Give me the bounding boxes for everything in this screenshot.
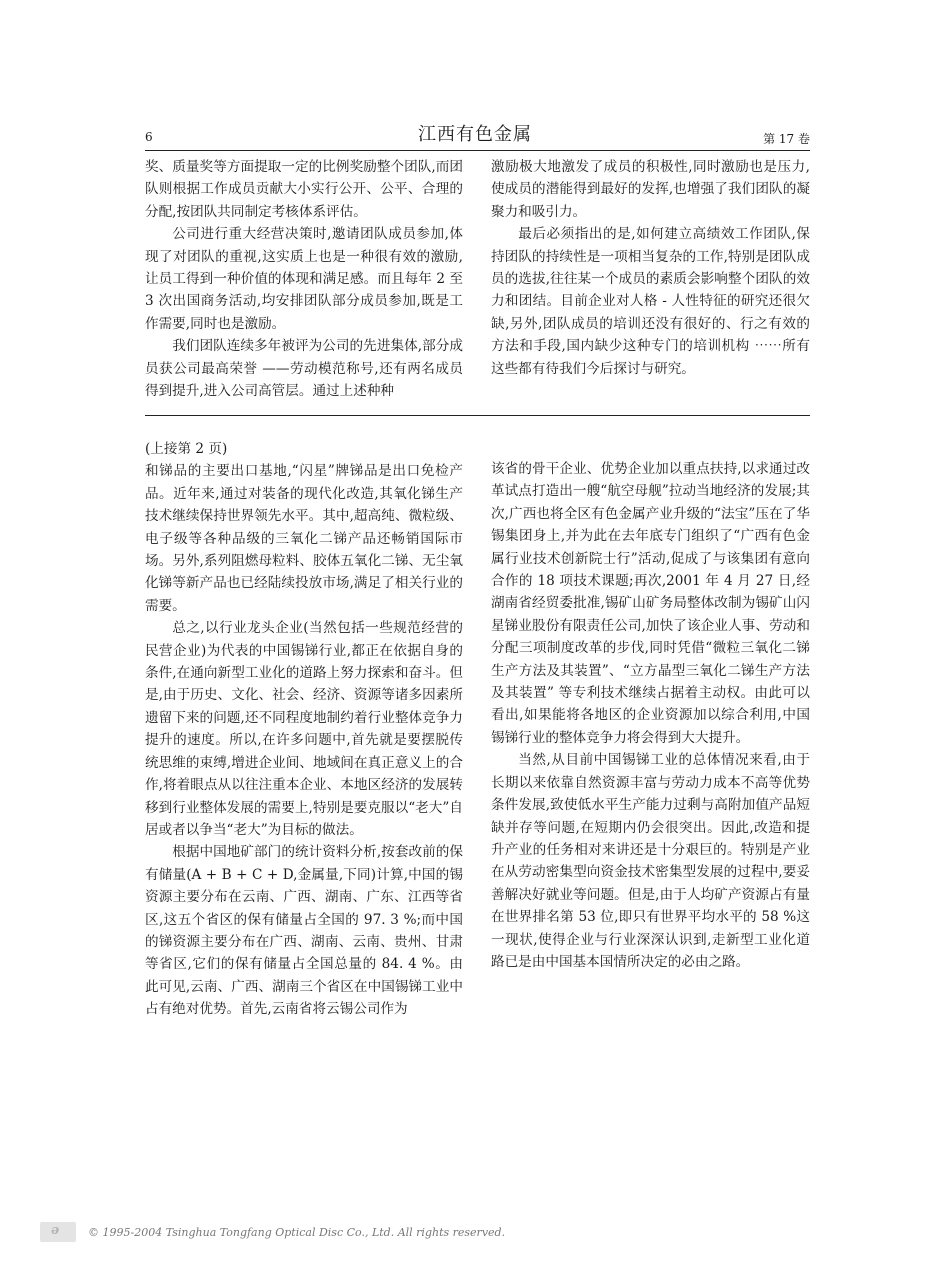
paragraph: 公司进行重大经营决策时,邀请团队成员参加,体现了对团队的重视,这实质上也是一种很有效的激励,让员工得到一种价值的体现和满足感。而且每年 2 至 3 次出国商务活动,均安排团队部分成员参加,既是工作需要,同时也是激励。 <box>145 226 463 332</box>
paragraph: 我们团队连续多年被评为公司的先进集体,部分成员获公司最高荣誉 ——劳动模范称号,还有两名成员得到提升,进入公司高管层。通过上述种种 <box>145 338 463 400</box>
paragraph: 总之,以行业龙头企业(当然包括一些规范经营的民营企业)为代表的中国锡锑行业,都正在依据自身的条件,在通向新型工业化的道路上努力探索和奋斗。但是,由于历史、文化、社会、经济、资源等诸多因素所遗留下来的问题,还不同程度地制约着行业整体竞争力提升的速度。所以,在许多问题中,首先就是要摆脱传统思维的束缚,增进企业间、地域间在真正意义上的合作,将着眼点从以往注重本企业、本地区经济的发展转移到行业整体发展的需要上,特别是要克服以“老大”自居或者以争当“老大”为目标的做法。 <box>145 620 463 838</box>
section-divider <box>145 415 810 416</box>
paragraph: 激励极大地激发了成员的积极性,同时激励也是压力,使成员的潜能得到最好的发挥,也增强了我们团队的凝聚力和吸引力。 <box>491 159 810 220</box>
paragraph: 最后必须指出的是,如何建立高绩效工作团队,保持团队的持续性是一项相当复杂的工作,特别是团队成员的选拔,往往某一个成员的素质会影响整个团队的效力和团结。目前企业对人格 - 人性特征的研究还很欠缺,另外,团队成员的培训还没有很好的、行之有效的方法和手段,国内缺少这种专门的培训机构 ⋯⋯所有这些都有待我们今后探讨与研究。 <box>491 226 810 377</box>
copyright-notice: © 1995-2004 Tsinghua Tongfang Optical Disc Co., Ltd. All rights reserved. <box>88 1226 506 1239</box>
publisher-logo: ə <box>40 1222 76 1242</box>
volume-label: 第 17 卷 <box>763 132 810 146</box>
paragraph: 根据中国地矿部门的统计资料分析,按套改前的保有储量(A + B + C + D,金属量,下同)计算,中国的锡资源主要分布在云南、广西、湖南、广东、江西等省区,这五个省区的保有储量占全国的 97. 3 %;而中国的锑资源主要分布在广西、湖南、云南、贵州、甘肃等省区,它们的保有储量占全国总量的 84. 4 %。由此可见,云南、广西、湖南三个省区在中国锡锑工业中占有绝对优势。首先,云南省将云锡公司作为 <box>145 844 463 1018</box>
paragraph: 该省的骨干企业、优势企业加以重点扶持,以求通过改革试点打造出一艘“航空母舰”拉动当地经济的发展;其次,广西也将全区有色金属产业升级的“法宝”压在了华锡集团身上,并为此在去年底专门组织了“广西有色金属行业技术创新院士行”活动,促成了与该集团有意向合作的 18 项技术课题;再次,2001 年 4 月 27 日,经湖南省经贸委批准,锡矿山矿务局整体改制为锡矿山闪星锑业股份有限责任公司,加快了该企业人事、劳动和分配三项制度改革的步伐,同时凭借“微粒三氧化二锑生产方法及其装置”、“立方晶型三氧化二锑生产方法及其装置” 等专利技术继续占据着主动权。由此可以看出,如果能将各地区的企业资源加以综合利用,中国锡锑行业的整体竞争力将会得到大大提升。 <box>491 461 810 746</box>
bottom-right-column <box>491 458 810 973</box>
bottom-left-column <box>145 438 463 1021</box>
continued-from-label: (上接第 2 页) <box>145 441 228 457</box>
paragraph: 和锑品的主要出口基地,“闪星”牌锑品是出口免检产品。近年来,通过对装备的现代化改造,其氧化锑生产技术继续保持世界领先水平。其中,超高纯、微粒级、电子级等各种品级的三氧化二锑产品还畅销国际市场。另外,系列阻燃母粒料、胶体五氧化二锑、无尘氧化锑等新产品也已经陆续投放市场,满足了相关行业的需要。 <box>145 463 463 614</box>
page-number: 6 <box>145 130 153 144</box>
paragraph: 奖、质量奖等方面提取一定的比例奖励整个团队,而团队则根据工作成员贡献大小实行公开、公平、合理的分配,按团队共同制定考核体系评估。 <box>145 159 463 220</box>
journal-title: 江西有色金属 <box>418 124 532 145</box>
paragraph: 当然,从目前中国锡锑工业的总体情况来看,由于长期以来依靠自然资源丰富与劳动力成本不高等优势条件发展,致使低水平生产能力过剩与高附加值产品短缺并存等问题,在短期内仍会很突出。因此,改造和提升产业的任务相对来讲还是十分艰巨的。特别是产业在从劳动密集型向资金技术密集型发展的过程中,要妥善解决好就业等问题。但是,由于人均矿产资源占有量在世界排名第 53 位,即只有世界平均水平的 58 %这一现状,使得企业与行业深深认识到,走新型工业化道路已是由中国基本国情所决定的必由之路。 <box>491 752 810 970</box>
header-rule <box>145 150 810 151</box>
top-right-column <box>491 156 810 380</box>
top-left-column <box>145 156 463 402</box>
